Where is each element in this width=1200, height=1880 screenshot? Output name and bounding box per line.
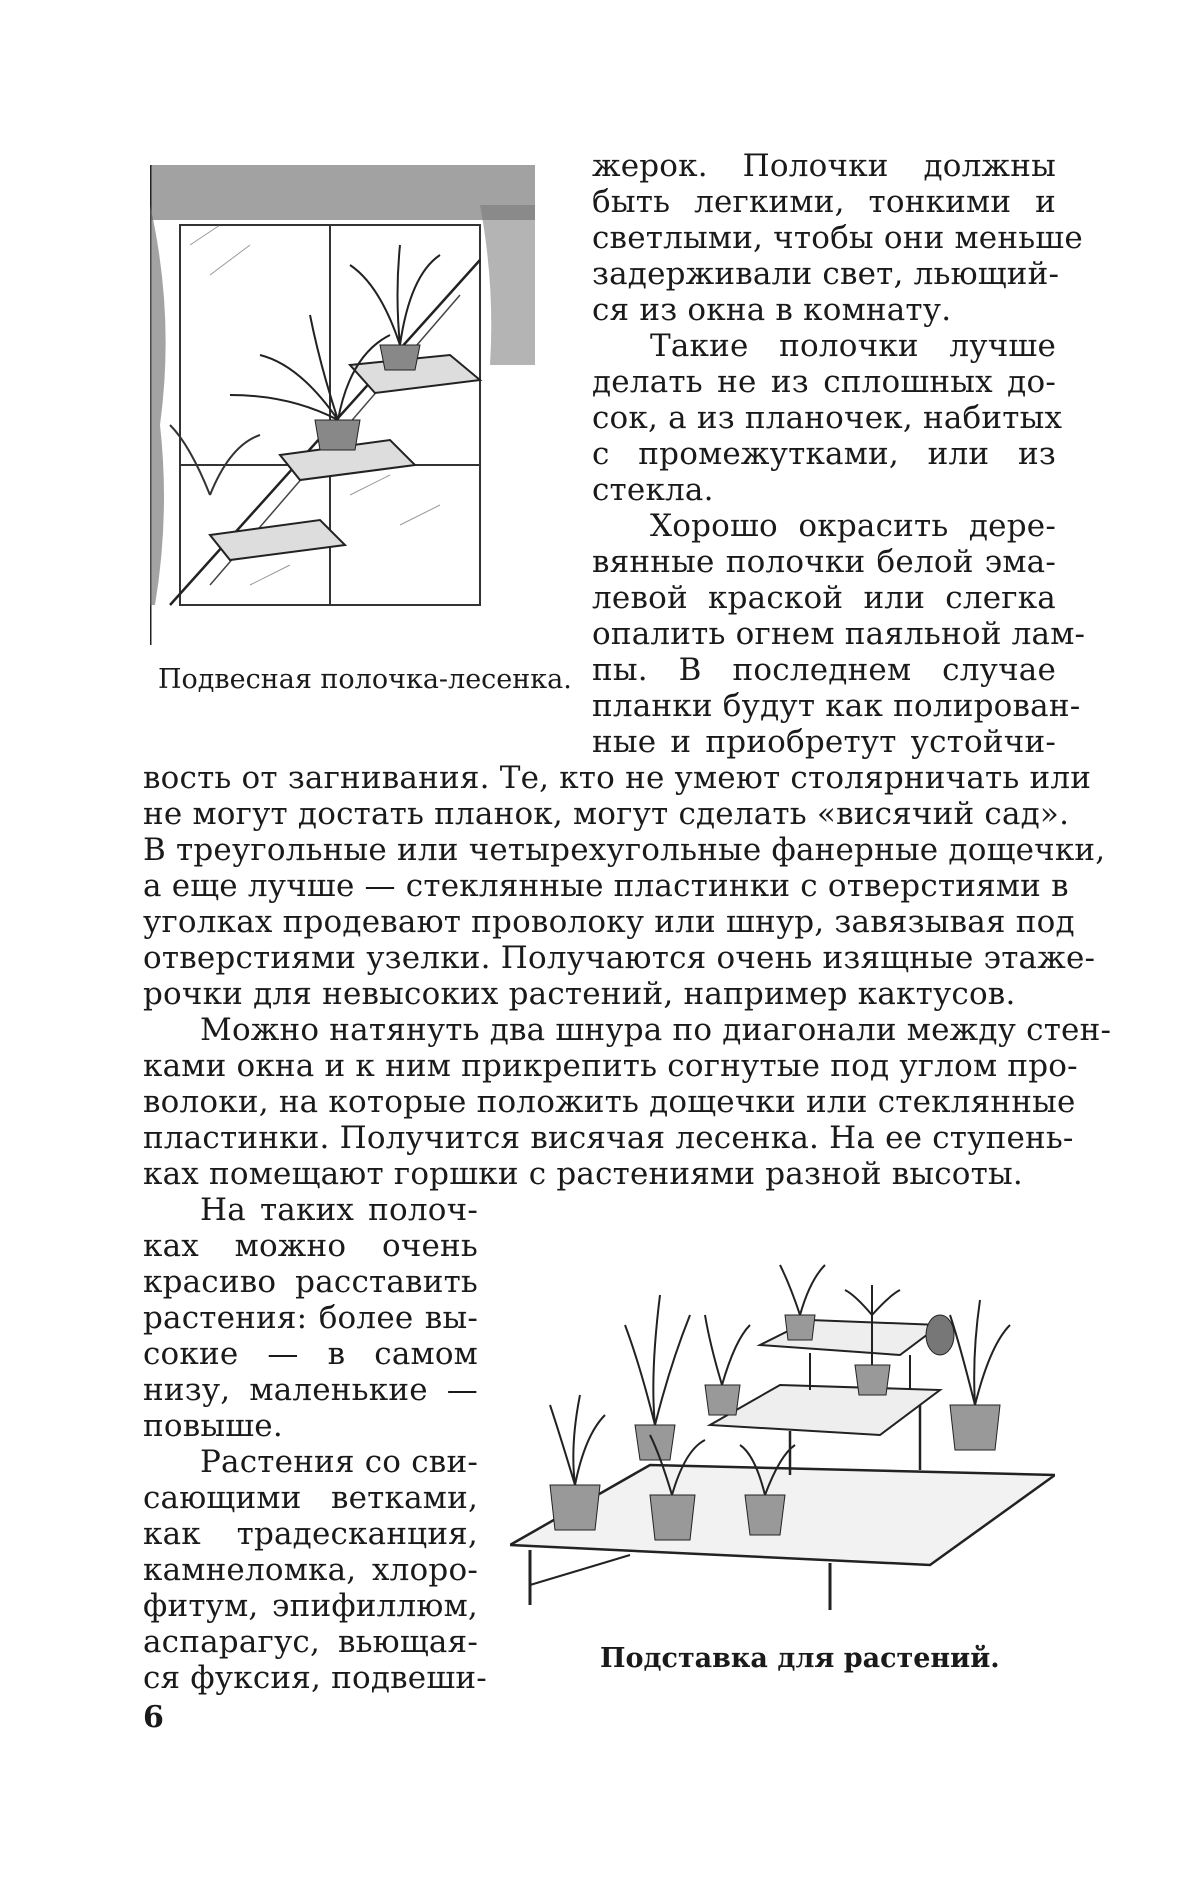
figure2-caption: Подставка для растений.	[600, 1643, 1000, 1674]
text-line: повыше.	[143, 1408, 283, 1444]
text-line: пластинки. Получится висячая лесенка. На ее ступень-	[143, 1120, 1074, 1156]
text-line: задерживали свет, льющий-	[592, 256, 1060, 292]
text-line: опалить огнем паяльной лам-	[592, 616, 1086, 652]
text-line: аспарагус, вьющая-	[143, 1624, 478, 1660]
text-line: волоки, на которые положить дощечки или стеклянные	[143, 1084, 1076, 1120]
text-line: ные и приобретут устойчи-	[592, 724, 1056, 760]
text-line: отверстиями узелки. Получаются очень изящные этаже-	[143, 940, 1096, 976]
text-line: сок, а из планочек, набитых	[592, 400, 1063, 436]
text-line: пы. В последнем случае	[592, 652, 1056, 688]
text-line: ся фуксия, подвеши-	[143, 1660, 487, 1696]
text-line: сокие — в самом	[143, 1336, 478, 1372]
text-line: ся из окна в комнату.	[592, 292, 952, 328]
text-line: а еще лучше — стеклянные пластинки с отверстиями в	[143, 868, 1069, 904]
text-line: жерок. Полочки должны	[592, 148, 1056, 184]
text-line: стекла.	[592, 472, 714, 508]
text-line: Можно натянуть два шнура по диагонали между стен-	[200, 1012, 1112, 1048]
text-line: вянные полочки белой эма-	[592, 544, 1056, 580]
text-line: Растения со сви-	[200, 1444, 478, 1480]
text-line: быть легкими, тонкими и	[592, 184, 1056, 220]
plant-stand-illustration	[510, 1255, 1055, 1615]
text-line: Такие полочки лучше	[650, 328, 1056, 364]
text-line: левой краской или слегка	[592, 580, 1056, 616]
text-line: ках можно очень	[143, 1228, 478, 1264]
text-line: В треугольные или четырехугольные фанерные дощечки,	[143, 832, 1106, 868]
text-line: Хорошо окрасить дере-	[650, 508, 1056, 544]
text-line: вость от загнивания. Те, кто не умеют столярничать или	[143, 760, 1092, 796]
text-line: рочки для невысоких растений, например кактусов.	[143, 976, 1016, 1012]
figure1-caption: Подвесная полочка-лесенка.	[158, 664, 572, 695]
text-line: уголках продевают проволоку или шнур, завязывая под	[143, 904, 1075, 940]
text-line: красиво расставить	[143, 1264, 478, 1300]
text-line: сающими ветками,	[143, 1480, 478, 1516]
text-line: делать не из сплошных до-	[592, 364, 1056, 400]
text-line: ками окна и к ним прикрепить согнутые под углом про-	[143, 1048, 1078, 1084]
text-line: низу, маленькие —	[143, 1372, 478, 1408]
text-line: растения: более вы-	[143, 1300, 478, 1336]
hanging-shelf-illustration	[150, 165, 535, 645]
text-line: как традесканция,	[143, 1516, 478, 1552]
text-line: камнеломка, хлоро-	[143, 1552, 478, 1588]
text-line: с промежутками, или из	[592, 436, 1056, 472]
text-line: не могут достать планок, могут сделать «висячий сад».	[143, 796, 1070, 832]
text-line: На таких полоч-	[200, 1192, 478, 1228]
text-line: светлыми, чтобы они меньше	[592, 220, 1083, 256]
page-number: 6	[143, 1700, 164, 1735]
text-line: ках помещают горшки с растениями разной высоты.	[143, 1156, 1023, 1192]
text-line: планки будут как полирован-	[592, 688, 1081, 724]
text-line: фитум, эпифиллюм,	[143, 1588, 478, 1624]
